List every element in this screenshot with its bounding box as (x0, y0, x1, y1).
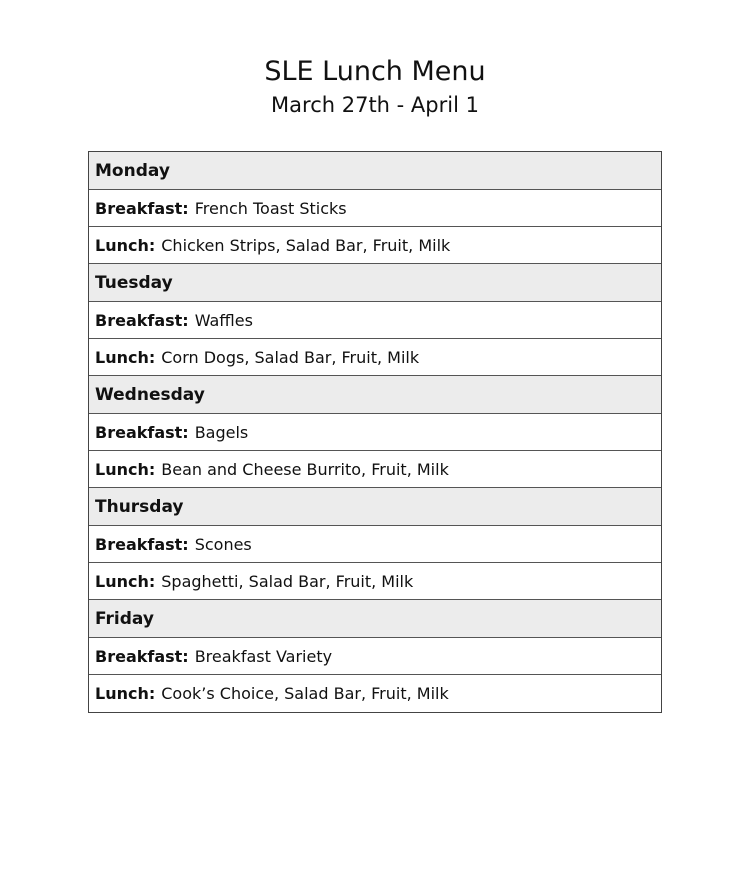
day-name: Friday (95, 608, 154, 629)
breakfast-row-friday (89, 638, 661, 675)
day-header-monday (89, 152, 661, 190)
breakfast-label: Breakfast: (95, 310, 189, 330)
menu-table (88, 151, 662, 713)
day-name: Tuesday (95, 272, 173, 293)
day-name: Monday (95, 160, 170, 181)
lunch-item: Bean and Cheese Burrito, Fruit, Milk (161, 459, 449, 479)
lunch-label: Lunch: (95, 235, 156, 255)
breakfast-label: Breakfast: (95, 534, 189, 554)
breakfast-item: Bagels (194, 422, 249, 442)
breakfast-row-thursday (89, 526, 661, 563)
day-header-wednesday (89, 376, 661, 414)
breakfast-row-monday (89, 190, 661, 227)
lunch-label: Lunch: (95, 684, 156, 703)
lunch-label: Lunch: (95, 571, 156, 591)
lunch-item: Cook’s Choice, Salad Bar, Fruit, Milk (161, 684, 449, 703)
menu-header (0, 54, 750, 120)
breakfast-item: Scones (194, 534, 252, 554)
lunch-item: Spaghetti, Salad Bar, Fruit, Milk (161, 571, 414, 591)
breakfast-item: Waffles (194, 310, 253, 330)
lunch-label: Lunch: (95, 347, 156, 367)
breakfast-item: French Toast Sticks (194, 198, 347, 218)
lunch-item: Chicken Strips, Salad Bar, Fruit, Milk (161, 235, 451, 255)
lunch-row-tuesday (89, 339, 661, 376)
breakfast-item: Breakfast Variety (194, 646, 333, 666)
date-range: March 27th - April 1 (271, 93, 479, 117)
day-header-tuesday (89, 264, 661, 302)
lunch-row-monday (89, 227, 661, 264)
lunch-row-wednesday (89, 451, 661, 488)
breakfast-row-wednesday (89, 414, 661, 451)
lunch-row-thursday (89, 563, 661, 600)
lunch-row-friday (89, 675, 661, 712)
day-name: Wednesday (95, 384, 205, 405)
day-header-thursday (89, 488, 661, 526)
breakfast-label: Breakfast: (95, 646, 189, 666)
breakfast-label: Breakfast: (95, 198, 189, 218)
page-title: SLE Lunch Menu (264, 56, 486, 87)
lunch-item: Corn Dogs, Salad Bar, Fruit, Milk (161, 347, 420, 367)
lunch-label: Lunch: (95, 459, 156, 479)
day-name: Thursday (95, 496, 184, 517)
breakfast-label: Breakfast: (95, 422, 189, 442)
breakfast-row-tuesday (89, 302, 661, 339)
day-header-friday (89, 600, 661, 638)
